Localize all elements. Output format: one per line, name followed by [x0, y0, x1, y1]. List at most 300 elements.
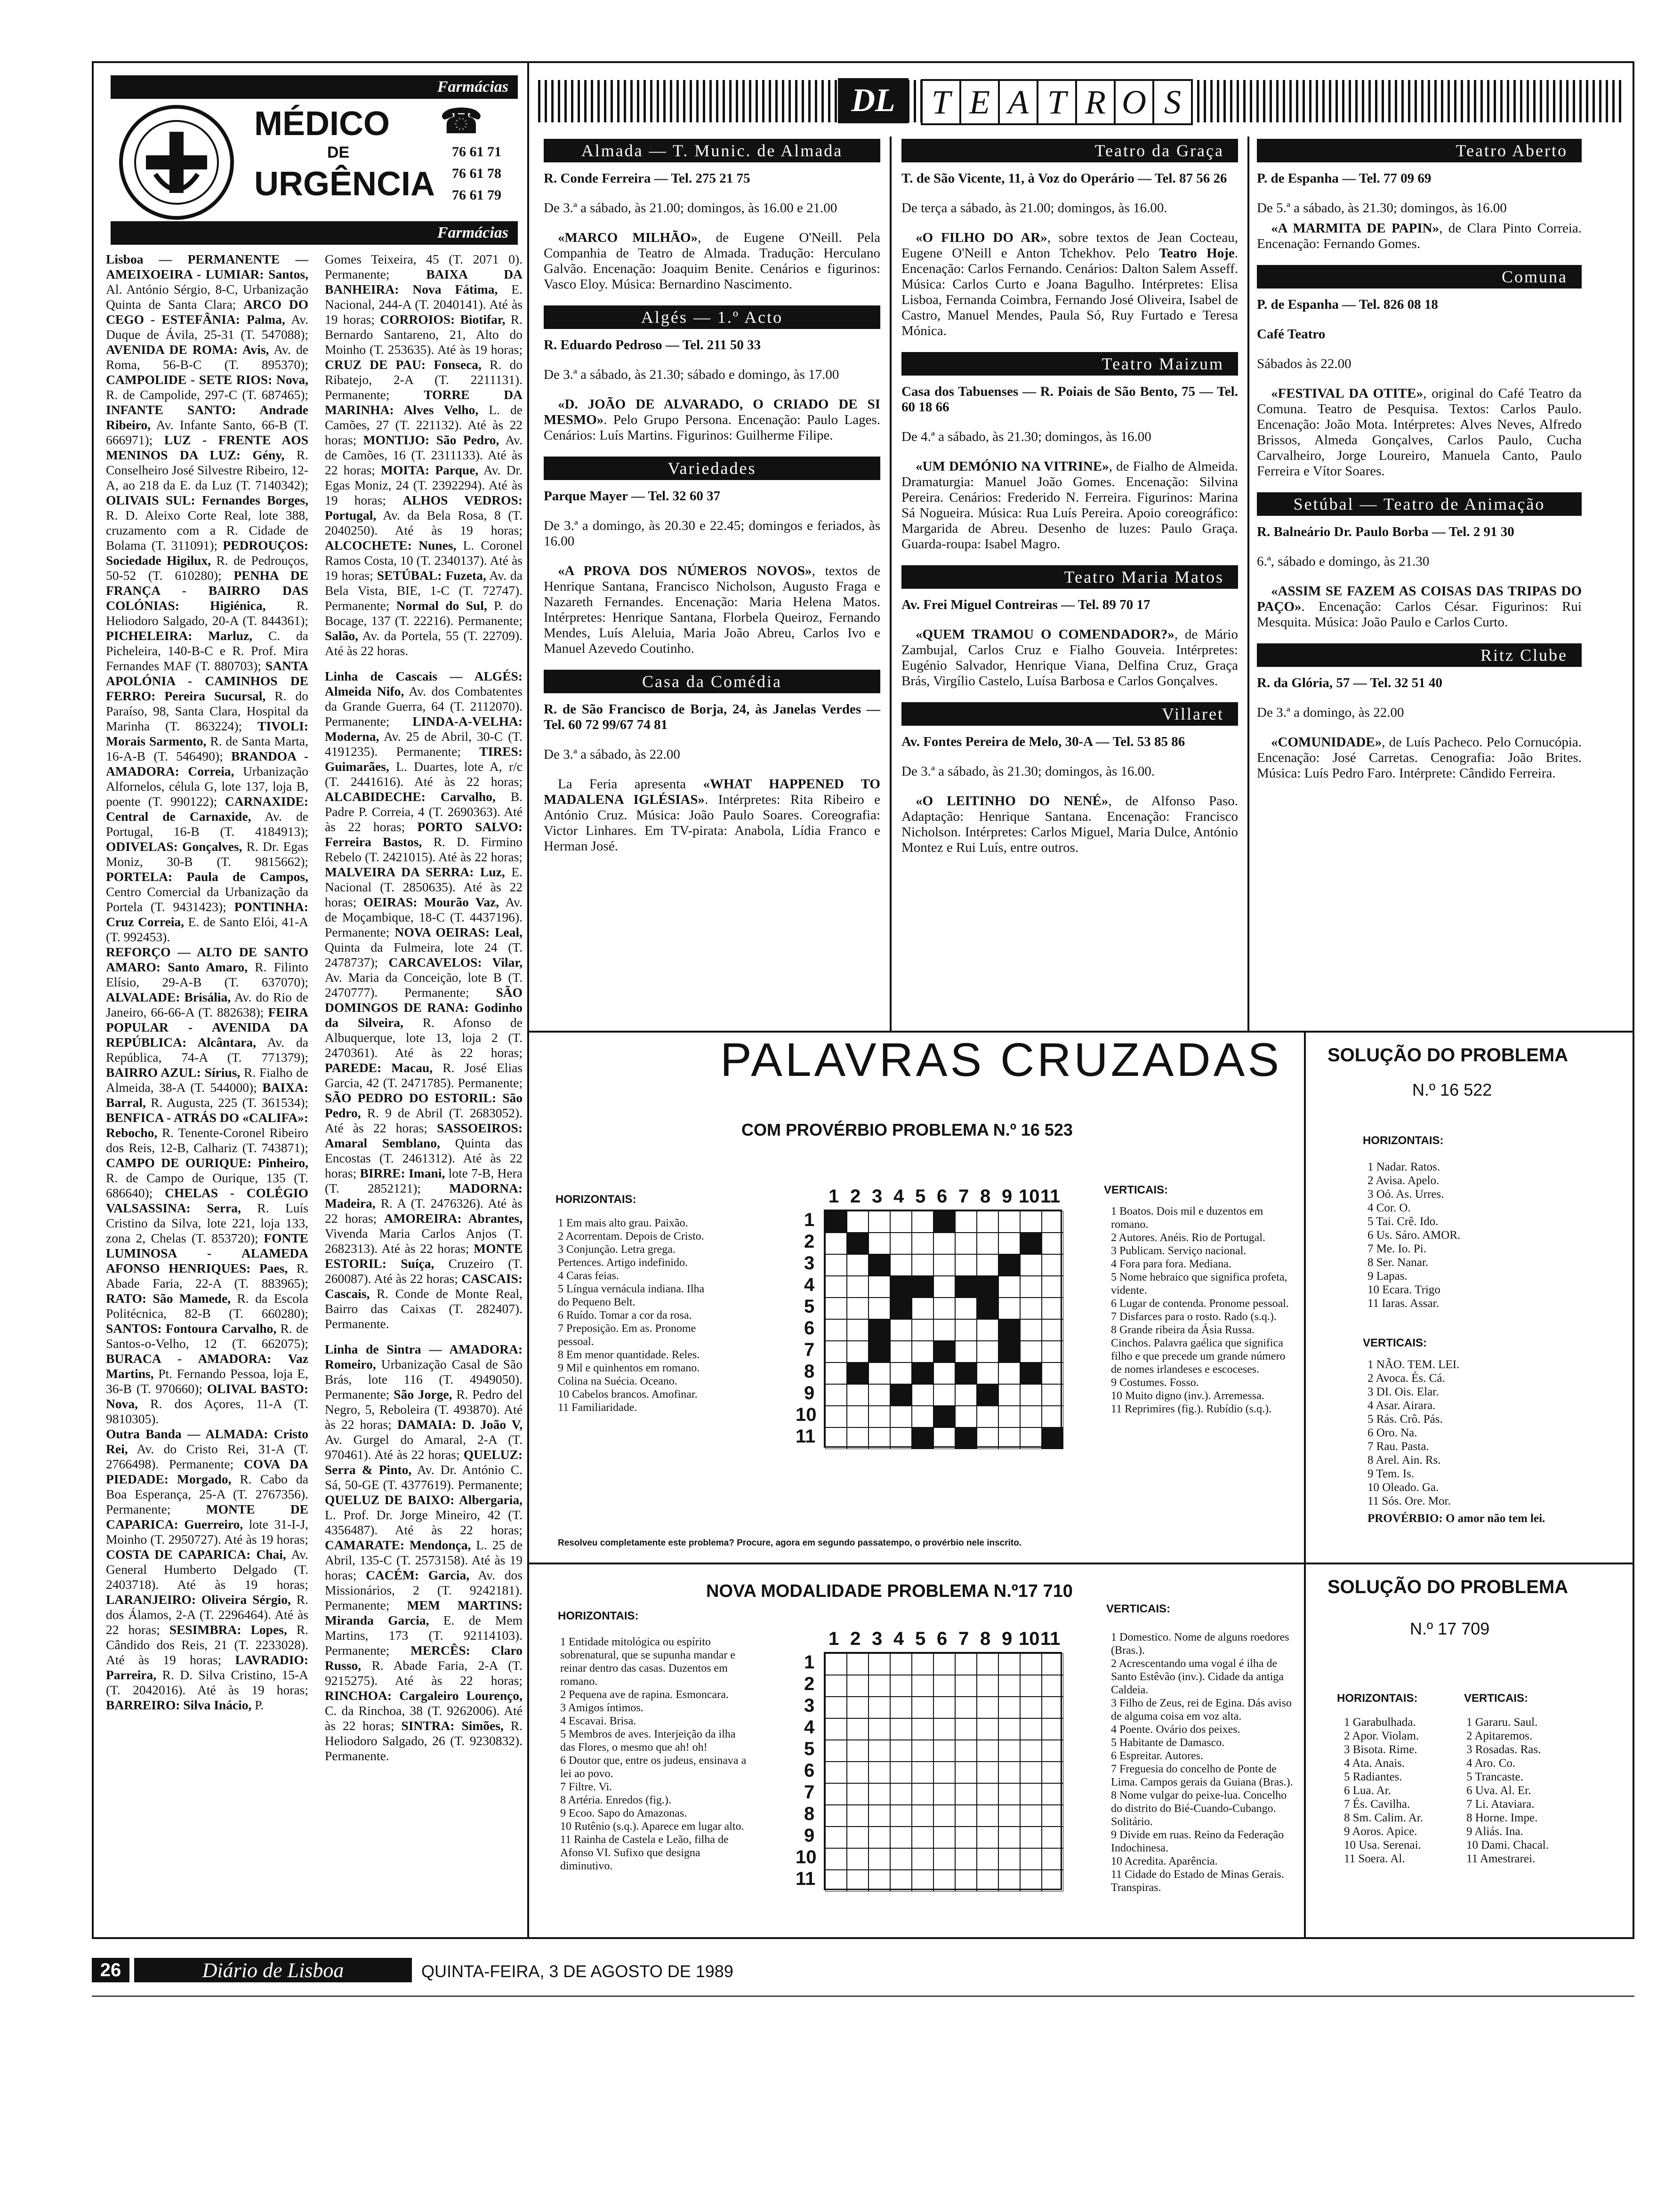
grid-cell[interactable] — [825, 1718, 847, 1740]
grid-cell[interactable] — [825, 1653, 847, 1675]
grid-cell[interactable] — [933, 1298, 955, 1319]
sol1-v-row: 4 Asar. Airara. — [1367, 1399, 1436, 1412]
sol2-v-row: 3 Rosadas. Ras. — [1466, 1743, 1541, 1756]
grid-cell[interactable] — [955, 1848, 977, 1870]
grid-cell[interactable] — [825, 1276, 847, 1298]
p2-v-clues — [1111, 1631, 1299, 1894]
grid-cell[interactable] — [912, 1254, 933, 1276]
variedades-times: De 3.ª a domingo, às 20.30 e 22.45; domingos e feriados, às 16.00 — [544, 518, 880, 549]
sol2-v-row: 1 Gararu. Saul. — [1466, 1716, 1538, 1729]
grid-cell[interactable] — [933, 1848, 955, 1870]
grid-cell[interactable] — [912, 1740, 933, 1762]
crossword-grid-1[interactable] — [796, 1186, 1078, 1506]
grid-cell[interactable] — [1042, 1254, 1063, 1276]
grid-cell[interactable] — [933, 1762, 955, 1783]
grid-cell[interactable] — [955, 1718, 977, 1740]
grid-block — [825, 1211, 847, 1233]
grid-cell[interactable] — [998, 1211, 1020, 1233]
grid-cell[interactable] — [1020, 1298, 1042, 1319]
grid-cell[interactable] — [977, 1653, 998, 1675]
grid-cell[interactable] — [912, 1319, 933, 1341]
grid-cell[interactable] — [890, 1406, 912, 1427]
grid-cell[interactable] — [977, 1762, 998, 1783]
grid-cell[interactable] — [912, 1870, 933, 1891]
grid-cell[interactable] — [955, 1254, 977, 1276]
grid-cell[interactable] — [1042, 1276, 1063, 1298]
grid-col-number: 6 — [937, 1628, 948, 1649]
grid-cell[interactable] — [1042, 1384, 1063, 1406]
grid-cell[interactable] — [869, 1406, 890, 1427]
grid-cell[interactable] — [869, 1805, 890, 1827]
sol1-v-row: 5 Rás. Crô. Pás. — [1367, 1413, 1443, 1426]
grid-cell[interactable] — [825, 1384, 847, 1406]
grid-cell[interactable] — [912, 1675, 933, 1697]
grid-block — [912, 1362, 933, 1384]
alges-times: De 3.ª a sábado, às 21.30; sábado e domingo, às 17.00 — [544, 367, 839, 382]
grid-cell[interactable] — [933, 1233, 955, 1254]
grid-cell[interactable] — [998, 1805, 1020, 1827]
sol1-v-row: 3 DI. Ois. Elar. — [1367, 1386, 1439, 1398]
grid-cell[interactable] — [912, 1762, 933, 1783]
grid-cell[interactable] — [1020, 1653, 1042, 1675]
grid-cell[interactable] — [869, 1427, 890, 1449]
sol2-v-row: 8 Horne. Impe. — [1466, 1811, 1538, 1824]
farmacias-bar-top-label: Farmácias — [437, 78, 508, 96]
grid-cell[interactable] — [1020, 1718, 1042, 1740]
grid-cell[interactable] — [1020, 1870, 1042, 1891]
grid-cell[interactable] — [977, 1341, 998, 1362]
grid-cell[interactable] — [890, 1362, 912, 1384]
grid-cell[interactable] — [955, 1740, 977, 1762]
grid-cell[interactable] — [955, 1762, 977, 1783]
grid-cell[interactable] — [869, 1848, 890, 1870]
grid-cell[interactable] — [869, 1783, 890, 1805]
grid-cell[interactable] — [955, 1341, 977, 1362]
grid-cell[interactable] — [933, 1740, 955, 1762]
grid-cell[interactable] — [869, 1362, 890, 1384]
grid-cell[interactable] — [977, 1406, 998, 1427]
grid-cell[interactable] — [955, 1697, 977, 1718]
p1-h-clue: 10 Cabelos brancos. Amofinar. — [558, 1388, 698, 1401]
grid-cell[interactable] — [933, 1427, 955, 1449]
grid-cell[interactable] — [977, 1233, 998, 1254]
grid-cell[interactable] — [847, 1427, 869, 1449]
p1-v-clue: 4 Fora para fora. Mediana. — [1111, 1258, 1231, 1270]
grid-cell[interactable] — [1020, 1384, 1042, 1406]
grid-block — [998, 1341, 1020, 1362]
variedades-bar: Variedades — [544, 457, 880, 480]
setubal-address: R. Balneário Dr. Paulo Borba — Tel. 2 91 30 — [1257, 524, 1514, 539]
grid-cell[interactable] — [890, 1848, 912, 1870]
grid-cell[interactable] — [825, 1406, 847, 1427]
grid-cell[interactable] — [825, 1233, 847, 1254]
grid-cell[interactable] — [998, 1870, 1020, 1891]
grid-cell[interactable] — [955, 1653, 977, 1675]
solucao2-number: N.º 17 709 — [1410, 1619, 1490, 1638]
grid-cell[interactable] — [1042, 1298, 1063, 1319]
grid-cell[interactable] — [847, 1827, 869, 1848]
grid-cell[interactable] — [1042, 1870, 1063, 1891]
grid-cell[interactable] — [955, 1827, 977, 1848]
grid-cell[interactable] — [1020, 1805, 1042, 1827]
grid-cell[interactable] — [912, 1783, 933, 1805]
grid-cell[interactable] — [825, 1762, 847, 1783]
crossword-grid-2[interactable] — [796, 1628, 1078, 1930]
grid-cell[interactable] — [955, 1870, 977, 1891]
grid-cell[interactable] — [1042, 1406, 1063, 1427]
grid-cell[interactable] — [890, 1718, 912, 1740]
grid-row-number: 1 — [804, 1652, 815, 1673]
grid-cell[interactable] — [847, 1675, 869, 1697]
grid-cell[interactable] — [912, 1298, 933, 1319]
solucao2-title: SOLUÇÃO DO PROBLEMA — [1327, 1577, 1569, 1597]
grid-cell[interactable] — [998, 1653, 1020, 1675]
grid-cell[interactable] — [1042, 1697, 1063, 1718]
grid-cell[interactable] — [977, 1697, 998, 1718]
p1-h-clue: 3 Conjunção. Letra grega. Pertences. Artigo indefinido. — [558, 1243, 688, 1269]
grid-cell[interactable] — [1020, 1341, 1042, 1362]
grid-cell[interactable] — [955, 1233, 977, 1254]
grid-cell[interactable] — [977, 1211, 998, 1233]
grid-cell[interactable] — [1020, 1276, 1042, 1298]
grid-cell[interactable] — [1042, 1211, 1063, 1233]
grid-cell[interactable] — [890, 1211, 912, 1233]
p2-v-clue: 1 Domestico. Nome de alguns roedores (Bras.). — [1111, 1631, 1289, 1657]
grid-cell[interactable] — [825, 1827, 847, 1848]
dl-logo — [838, 78, 909, 123]
grid-cell[interactable] — [998, 1718, 1020, 1740]
grid-cell[interactable] — [1020, 1762, 1042, 1783]
grid-cell[interactable] — [890, 1870, 912, 1891]
grid-block — [847, 1362, 869, 1384]
p1-v-clue: 7 Disfarces para o rosto. Rado (s.q.). — [1111, 1311, 1277, 1323]
grid-cell[interactable] — [847, 1718, 869, 1740]
sol2-v-row: 5 Trancaste. — [1466, 1771, 1523, 1783]
grid-cell[interactable] — [1042, 1783, 1063, 1805]
grid-cell[interactable] — [912, 1827, 933, 1848]
grid-cell[interactable] — [912, 1697, 933, 1718]
grid-cell[interactable] — [955, 1805, 977, 1827]
grid-cell[interactable] — [1020, 1211, 1042, 1233]
grid-cell[interactable] — [869, 1276, 890, 1298]
grid-cell[interactable] — [912, 1406, 933, 1427]
grid-cell[interactable] — [933, 1384, 955, 1406]
grid-row-number: 4 — [804, 1274, 815, 1295]
grid-cell[interactable] — [847, 1697, 869, 1718]
grid-cell[interactable] — [869, 1653, 890, 1675]
grid-cell[interactable] — [869, 1827, 890, 1848]
grid-cell[interactable] — [998, 1406, 1020, 1427]
footer-date: QUINTA-FEIRA, 3 DE AGOSTO DE 1989 — [421, 1962, 733, 1981]
sol2-h-row: 7 És. Cavilha. — [1344, 1798, 1410, 1811]
grid-cell[interactable] — [890, 1319, 912, 1341]
grid-cell[interactable] — [869, 1233, 890, 1254]
grid-cell[interactable] — [1020, 1254, 1042, 1276]
grid-cell[interactable] — [998, 1697, 1020, 1718]
comuna-sub: Café Teatro — [1257, 327, 1326, 342]
grid-cell[interactable] — [869, 1740, 890, 1762]
grid-cell[interactable] — [825, 1319, 847, 1341]
grid-cell[interactable] — [933, 1783, 955, 1805]
grid-cell[interactable] — [847, 1870, 869, 1891]
grid-row-number: 9 — [804, 1383, 815, 1403]
divider-solutions — [1304, 1031, 1306, 1939]
grid-cell[interactable] — [1042, 1362, 1063, 1384]
p2-h-clue: 10 Rutênio (s.q.). Aparece em lugar alto. — [560, 1820, 744, 1833]
grid-cell[interactable] — [847, 1848, 869, 1870]
grid-cell[interactable] — [998, 1762, 1020, 1783]
dl-logo-text: DL — [851, 82, 895, 119]
grid-cell[interactable] — [955, 1211, 977, 1233]
grid-cell[interactable] — [955, 1675, 977, 1697]
p1-h-clue: 9 Mil e quinhentos em romano. Colina na Suécia. Oceano. — [558, 1362, 700, 1387]
sol1-v-row: 1 NÃO. TEM. LEI. — [1367, 1358, 1460, 1371]
grid-cell[interactable] — [890, 1805, 912, 1827]
solucao1-number: N.º 16 522 — [1412, 1080, 1492, 1099]
grid-cell[interactable] — [847, 1805, 869, 1827]
grid-cell[interactable] — [847, 1298, 869, 1319]
grid-cell[interactable] — [912, 1848, 933, 1870]
grid-cell[interactable] — [890, 1827, 912, 1848]
grid-cell[interactable] — [847, 1783, 869, 1805]
grid-cell[interactable] — [977, 1805, 998, 1827]
comedia-address: R. de São Francisco de Borja, 24, às Janelas Verdes — Tel. 60 72 99/67 74 81 — [544, 702, 880, 732]
mariamatos-desc: «QUEM TRAMOU O COMENDADOR?», de Mário Zambujal, Carlos Cruz e Fialho Gouveia. Intérpretes: Eugénio Salvador, Henrique Viana, Delfina Cruz, Graça Brás, Virgílio Castelo, Luísa Barbosa e Carlos Gonçalves. — [901, 627, 1238, 689]
grid-row-number: 6 — [804, 1318, 815, 1338]
grid-cell[interactable] — [977, 1870, 998, 1891]
grid-cell[interactable] — [998, 1384, 1020, 1406]
grid-col-number: 1 — [828, 1186, 839, 1207]
grid-cell[interactable] — [933, 1276, 955, 1298]
grid-cell[interactable] — [869, 1718, 890, 1740]
grid-cell[interactable] — [847, 1254, 869, 1276]
sol1-h-row: 9 Lapas. — [1367, 1270, 1408, 1282]
grid-cell[interactable] — [998, 1276, 1020, 1298]
grid-cell[interactable] — [825, 1805, 847, 1827]
phone-icon: ☎ — [440, 103, 483, 140]
grid-cell[interactable] — [912, 1718, 933, 1740]
p1-v-clue: 5 Nome hebraico que significa profeta, vidente. — [1111, 1271, 1287, 1297]
grid-cell[interactable] — [977, 1254, 998, 1276]
grid-cell[interactable] — [890, 1762, 912, 1783]
grid-cell[interactable] — [977, 1827, 998, 1848]
grid-cell[interactable] — [825, 1341, 847, 1362]
grid-cell[interactable] — [890, 1427, 912, 1449]
grid-cell[interactable] — [912, 1233, 933, 1254]
grid-cell[interactable] — [890, 1675, 912, 1697]
grid-cell[interactable] — [847, 1653, 869, 1675]
phone-number: 76 61 78 — [452, 166, 501, 181]
grid-cell[interactable] — [977, 1718, 998, 1740]
grid-cell[interactable] — [847, 1406, 869, 1427]
grid-cell[interactable] — [869, 1697, 890, 1718]
grid-cell[interactable] — [998, 1675, 1020, 1697]
grid-cell[interactable] — [890, 1233, 912, 1254]
grid-cell[interactable] — [977, 1362, 998, 1384]
grid-cell[interactable] — [847, 1319, 869, 1341]
grid-cell[interactable] — [847, 1211, 869, 1233]
grid-cell[interactable] — [998, 1740, 1020, 1762]
grid-col-number: 5 — [915, 1186, 926, 1207]
grid-cell[interactable] — [847, 1740, 869, 1762]
grid-cell[interactable] — [825, 1362, 847, 1384]
grid-cell[interactable] — [890, 1341, 912, 1362]
grid-block — [1042, 1427, 1063, 1449]
grid-cell[interactable] — [825, 1783, 847, 1805]
comuna-address: P. de Espanha — Tel. 826 08 18 — [1257, 297, 1438, 312]
mariamatos-bar: Teatro Maria Matos — [901, 565, 1238, 589]
grid-cell[interactable] — [1042, 1653, 1063, 1675]
variedades-desc: «A PROVA DOS NÚMEROS NOVOS», textos de Henrique Santana, Francisco Nicholson, Augusto Fraga e Nazareth Fernandes. Encenação: Maria Helena Matos. Intérpretes: Henrique Santana, Florbela Queiroz, Fernando Mendes, Luís Aleluia, Maria João Abreu, Carlos Ivo e Manuel Azevedo Coutinho. — [544, 563, 880, 656]
grid-cell[interactable] — [1042, 1762, 1063, 1783]
p2-h-clue: 4 Escavai. Brisa. — [560, 1715, 636, 1727]
p2-h-clue: 8 Artéria. Enredos (fig.). — [560, 1794, 671, 1806]
grid-cell[interactable] — [977, 1848, 998, 1870]
grid-cell[interactable] — [825, 1427, 847, 1449]
grid-col-number: 2 — [850, 1186, 861, 1207]
grid-cell[interactable] — [998, 1427, 1020, 1449]
grid-cell[interactable] — [933, 1805, 955, 1827]
grid-cell[interactable] — [998, 1783, 1020, 1805]
grid-cell[interactable] — [933, 1653, 955, 1675]
grid-cell[interactable] — [890, 1783, 912, 1805]
grid-cell[interactable] — [933, 1675, 955, 1697]
grid-cell[interactable] — [825, 1848, 847, 1870]
grid-cell[interactable] — [998, 1848, 1020, 1870]
grid-cell[interactable] — [847, 1341, 869, 1362]
grid-cell[interactable] — [955, 1406, 977, 1427]
grid-col-number: 9 — [1002, 1186, 1013, 1207]
grid-cell[interactable] — [1042, 1675, 1063, 1697]
grid-cell[interactable] — [869, 1298, 890, 1319]
grid-cell[interactable] — [912, 1384, 933, 1406]
grid-cell[interactable] — [1042, 1740, 1063, 1762]
grid-cell[interactable] — [869, 1762, 890, 1783]
grid-cell[interactable] — [890, 1697, 912, 1718]
grid-cell[interactable] — [869, 1384, 890, 1406]
grid-block — [955, 1362, 977, 1384]
farmacias-bar-label: Farmácias — [437, 224, 508, 241]
grid-cell[interactable] — [955, 1298, 977, 1319]
grid-cell[interactable] — [998, 1233, 1020, 1254]
grid-cell[interactable] — [912, 1211, 933, 1233]
sol2-h-row: 9 Aoros. Apice. — [1344, 1825, 1417, 1838]
grid-cell[interactable] — [977, 1783, 998, 1805]
p1-h-clue: 8 Em menor quantidade. Reles. — [558, 1349, 700, 1361]
grid-cell[interactable] — [825, 1740, 847, 1762]
p1-v-clue: 6 Lugar de contenda. Pronome pessoal. — [1111, 1298, 1289, 1310]
grid-cell[interactable] — [933, 1870, 955, 1891]
grid-cell[interactable] — [955, 1384, 977, 1406]
grid-cell[interactable] — [825, 1298, 847, 1319]
grid-cell[interactable] — [977, 1740, 998, 1762]
grid-cell[interactable] — [977, 1675, 998, 1697]
grid-cell[interactable] — [1020, 1427, 1042, 1449]
grid-cell[interactable] — [1020, 1740, 1042, 1762]
grid-cell[interactable] — [869, 1211, 890, 1233]
grid-cell[interactable] — [825, 1675, 847, 1697]
grid-cell[interactable] — [1042, 1805, 1063, 1827]
grid-cell[interactable] — [933, 1319, 955, 1341]
grid-cell[interactable] — [933, 1254, 955, 1276]
grid-col-number: 7 — [958, 1186, 969, 1207]
grid-cell[interactable] — [869, 1675, 890, 1697]
grid-block — [912, 1427, 933, 1449]
grid-cell[interactable] — [847, 1384, 869, 1406]
comedia-times: De 3.ª a sábado, às 22.00 — [544, 747, 680, 762]
grid-cell[interactable] — [977, 1319, 998, 1341]
p1-h-clue: 1 Em mais alto grau. Paixão. — [558, 1217, 688, 1229]
grid-cell[interactable] — [1020, 1848, 1042, 1870]
grid-cell[interactable] — [933, 1827, 955, 1848]
sol1-v-row: 7 Rau. Pasta. — [1367, 1440, 1429, 1453]
grid-col-number: 8 — [980, 1628, 991, 1649]
grid-cell[interactable] — [1020, 1319, 1042, 1341]
p1-h-clue: 2 Acorrentam. Depois de Cristo. — [558, 1230, 704, 1242]
grid-row-number: 5 — [804, 1296, 815, 1317]
grid-cell[interactable] — [1042, 1341, 1063, 1362]
grid-cell[interactable] — [890, 1740, 912, 1762]
p1-v-clue: 10 Muito digno (inv.). Arremessa. — [1111, 1390, 1264, 1402]
grid-cell[interactable] — [955, 1783, 977, 1805]
sol1-h-row: 8 Ser. Nanar. — [1367, 1256, 1429, 1269]
farmacias-lisboa-text: Lisboa — PERMANENTE — AMEIXOEIRA - LUMIAR: Santos, Al. António Sérgio, 8-C, Urbanização Quinta de Santa Clara; ARCO DO CEGO - ESTEFÂNIA: Palma, Av. Duque de Ávila, 25-31 (T. 547088); AVENIDA DE ROMA: Avis, Av. de Roma, 56-B-C (T. 895370); CAMPOLIDE - SETE RIOS: Nova, R. de Campolide, 297-C (T. 687465); INFANTE SANTO: Andrade Ribeiro, Av. Infante Santo, 66-B (T. 666971); LUZ - FRENTE AOS MENINOS DA LUZ: Gény, R. Conselheiro José Silvestre Ribeiro, 12-A, ao 218 da E. da Luz (T. 7140342); OLIVAIS SUL: Fernandes Borges, R. D. Aleixo Corte Real, lote 388, cruzamento com a R. Cidade de Bolama (T. 311091); PEDROUÇOS: Sociedade Higilux, R. de Pedrouços, 50-52 (T. 610280); PENHA DE FRANÇA - BAIRRO DAS COLÓNIAS: Higiénica, R. Heliodoro Salgado, 20-A (T. 844361); PICHELEIRA: Marluz, C. da Picheleira, 140-B-C e R. Prof. Mira Fernandes MAF (T. 880703); SANTA APOLÓNIA - CAMINHOS DE FERRO: Pereira Sucursal, R. do Paraíso, 98, Santa Clara, Hospital da Marinha (T. 863224); TIVOLI: Morais Sarmento, R. de Santa Marta, 16-A-B (T. 546490); BRANDOA - AMADORA: Correia, Urbanização Alfornelos, célula G, lote 137, loja B, poente (T. 990122); CARNAXIDE: Central de Carnaxide, Av. de Portugal, 16-B (T. 4184913); ODIVELAS: Gonçalves, R. Dr. Egas Moniz, 30-B (T. 9815662); PORTELA: Paula de Campos, Centro Comercial da Urbanização da Portela (T. 9431423); PONTINHA: Cruz Correia, E. de Santo Elói, 41-A (T. 992453). REFORÇO — ALTO DE SANTO AMARO: Santo Amaro, R. Filinto Elísio, 29-A-B (T. 637070); ALVALADE: Brisália, Av. do Rio de Janeiro, 66-66-A (T. 882638); FEIRA POPULAR - AVENIDA DA REPÚBLICA: Alcântara, Av. da República, 74-A (T. 771379); BAIRRO AZUL: Sírius, R. Fialho de Almeida, 38-A (T. 544000); BAIXA: Barral, R. Augusta, 225 (T. 361534); BENFICA - ATRÁS DO «CALIFA»: Rebocho, R. Tenente-Coronel Ribeiro dos Reis, 12-B, Calhariz (T. 743871); CAMPO DE OURIQUE: Pinheiro, R. de Campo de Ourique, 135 (T. 686640); CHELAS - COLÉGIO VALSASSINA: Serra, R. Luís Cristino da Silva, lote 221, loja 133, zona 2, Chelas (T. 853720); FONTE LUMINOSA - ALAMEDA AFONSO HENRIQUES: Paes, R. Abade Faria, 22-A (T. 883965); RATO: São Mamede, R. da Escola Politécnica, 82-B (T. 660280); SANTOS: Fontoura Carvalho, R. de Santos-o-Velho, 12 (T. 662075); BURACA - AMADORA: Vaz Martins, Pt. Fernando Pessoa, loja E, 36-B (T. 970660); OLIVAL BASTO: Nova, R. dos Açores, 11-A (T. 9810305). Outra Banda — ALMADA: Cristo Rei, Av. do Cristo Rei, 31-A (T. 2766498). Permanente; COVA DA PIEDADE: Morgado, R. Cabo da Boa Esperança, 25-A (T. 2767356). Permanente; MONTE DE CAPARICA: Guerreiro, lote 31-I-J, Moinho (T. 2950727). Até às 19 horas; COSTA DE CAPARICA: Chai, Av. General Humberto Delgado (T. 2403718). Até às 19 horas; LARANJEIRO: Oliveira Sérgio, R. dos Álamos, 2-A (T. 2296464). Até às 22 horas; SESIMBRA: Lopes, R. Cândido dos Reis, 21 (T. 2233028). Até às 19 horas; LAVRADIO: Parreira, R. D. Silva Cristino, 15-A (T. 2042016). Até às 19 horas; BARREIRO: Silva Inácio, P. — [106, 252, 308, 1712]
grid-cell[interactable] — [912, 1341, 933, 1362]
grid-cell[interactable] — [933, 1362, 955, 1384]
grid-cell[interactable] — [825, 1697, 847, 1718]
graca-desc: «O FILHO DO AR», sobre textos de Jean Cocteau, Eugene O'Neill e Anton Tchekhov. Pelo Teatro Hoje. Encenação: Carlos Fernando. Cenários: Dalton Salem Asseff. Música: Carlos Curto e Joana Bagulho. Intérpretes: Elisa Lisboa, Fernanda Coimbra, Fernando José Oliveira, Isabel de Castro, Manuel Mendes, Paula Só, Ruy Furtado e Teresa Mónica. — [901, 230, 1238, 338]
mariamatos-address: Av. Frei Miguel Contreiras — Tel. 89 70 17 — [901, 597, 1150, 612]
grid-cell[interactable] — [912, 1805, 933, 1827]
grid-col-number: 3 — [872, 1186, 883, 1207]
grid-cell[interactable] — [912, 1653, 933, 1675]
grid-cell[interactable] — [1042, 1718, 1063, 1740]
grid-cell[interactable] — [847, 1762, 869, 1783]
grid-cell[interactable] — [977, 1427, 998, 1449]
grid-cell[interactable] — [1020, 1827, 1042, 1848]
grid-cell[interactable] — [890, 1653, 912, 1675]
p2-v-clue: 5 Habitante de Damasco. — [1111, 1737, 1225, 1749]
grid-cell[interactable] — [1020, 1697, 1042, 1718]
grid-cell[interactable] — [1020, 1406, 1042, 1427]
setubal-times: 6.ª, sábado e domingo, às 21.30 — [1257, 554, 1430, 569]
grid-cell[interactable] — [933, 1718, 955, 1740]
grid-cell[interactable] — [998, 1827, 1020, 1848]
grid-cell[interactable] — [1020, 1783, 1042, 1805]
setubal-desc: «ASSIM SE FAZEM AS COISAS DAS TRIPAS DO PAÇO». Encenação: Carlos César. Figurinos: Rui Mesquita. Música: João Paulo e Carlos Curto. — [1257, 584, 1582, 630]
grid-cell[interactable] — [1020, 1675, 1042, 1697]
grid-cell[interactable] — [869, 1870, 890, 1891]
sol1-v-row: 8 Arel. Ain. Rs. — [1367, 1454, 1441, 1467]
grid-cell[interactable] — [1042, 1827, 1063, 1848]
grid-cell[interactable] — [933, 1697, 955, 1718]
grid-cell[interactable] — [825, 1254, 847, 1276]
grid-cell[interactable] — [1042, 1233, 1063, 1254]
grid-block — [933, 1406, 955, 1427]
grid-cell[interactable] — [998, 1362, 1020, 1384]
solucao2-v — [1466, 1715, 1608, 1866]
grid-cell[interactable] — [1042, 1848, 1063, 1870]
grid-cell[interactable] — [890, 1254, 912, 1276]
grid-cell[interactable] — [847, 1276, 869, 1298]
grid-cell[interactable] — [825, 1870, 847, 1891]
grid-col-number: 10 — [1019, 1186, 1040, 1207]
graca-bar: Teatro da Graça — [901, 139, 1238, 162]
grid-cell[interactable] — [998, 1298, 1020, 1319]
grid-cell[interactable] — [1042, 1319, 1063, 1341]
grid-cell[interactable] — [955, 1319, 977, 1341]
grid-col-number: 10 — [1019, 1628, 1040, 1649]
